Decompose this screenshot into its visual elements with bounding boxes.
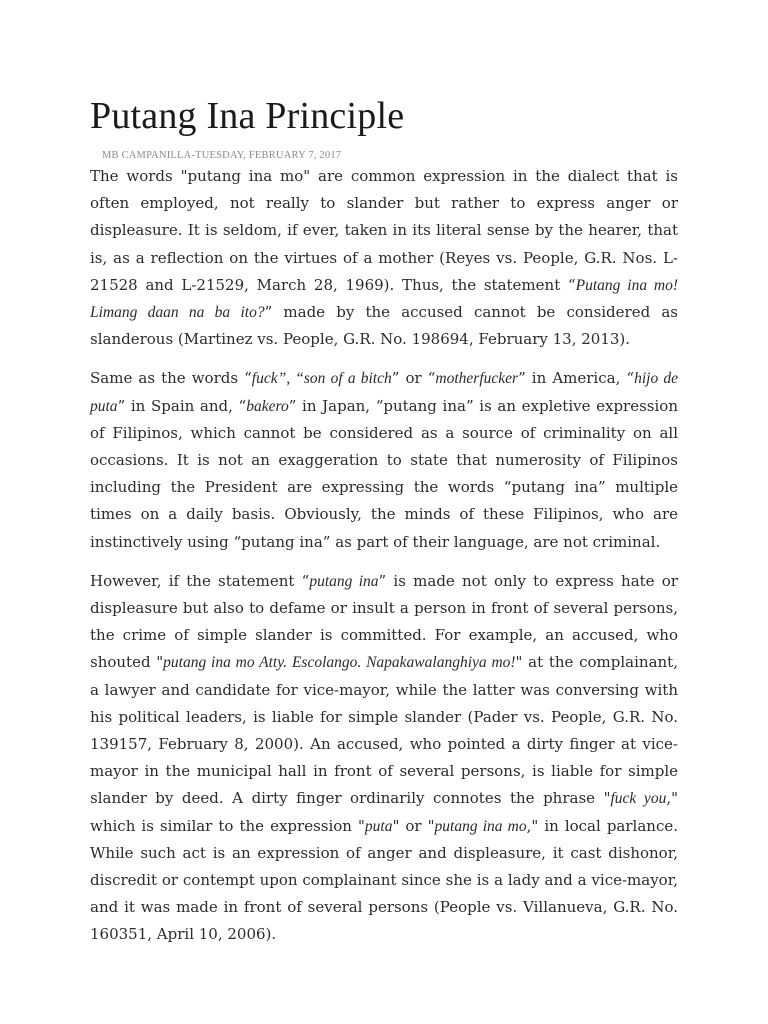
paragraph-3-italic-5: putang ina mo	[434, 817, 527, 835]
paragraph-1-text-1: The words "putang ina mo" are common expression in the dialect that is often employed, not really to slander but rather to express anger or displeasure. It is seldom, if ever, taken in its literal sense by the hearer, that is, as a reflection on the virtues of a mother (Reyes vs. People, G.R. Nos. L-21528 and L-21529, March 28, 1969). Thus, the statement “	[90, 167, 678, 294]
paragraph-3-italic-1: putang ina	[309, 572, 379, 590]
paragraph-2-text-1: Same as the words “	[90, 369, 252, 388]
paragraph-3-italic-2: putang ina mo Atty. Escolango. Napakawalanghiya mo!	[163, 654, 516, 672]
paragraph-2-text-4: ” in Spain and, “	[117, 396, 247, 415]
article	[90, 92, 678, 949]
paragraph-2-italic-4: bakero	[246, 397, 289, 415]
paragraph-1	[90, 163, 678, 353]
paragraph-2-italic-2: motherfucker	[435, 370, 519, 388]
paragraph-3-text-4: ," which is similar to the expression "	[90, 789, 678, 835]
paragraph-2-text-5: ” in Japan, “putang ina” is an expletive expression of Filipinos, which cannot be considered as a source of criminality on all occasions. It is not an exaggeration to state that numerosity of Filipinos including the President are expressing the words “putang ina” multiple times on a daily basis. Obviously, the minds of these Filipinos, who are instinctively using “putang ina” as part of their language, are not criminal.	[90, 396, 678, 551]
paragraph-2-italic-3: hijo de puta	[90, 370, 678, 415]
article-byline: MB CAMPANILLA-TUESDAY, FEBRUARY 7, 2017	[102, 150, 342, 161]
paragraph-3-text-5: " or "	[392, 816, 435, 835]
paragraph-3	[90, 568, 678, 949]
paragraph-2-text-3: ” in America, “	[518, 369, 635, 388]
paragraph-3-text-1: However, if the statement “	[90, 571, 310, 590]
paragraph-2-italic-1: fuck”, “son of a bitch	[251, 370, 392, 388]
paragraph-3-italic-4: puta	[364, 817, 393, 835]
paragraph-1-quote: Putang ina mo! Limang daan na ba ito?	[90, 276, 679, 322]
paragraph-3-text-6: ," in local parlance. While such act is an expression of anger and displeasure, it cast dishonor, discredit or contempt upon complainant since she is a lady and a vice-mayor, and it was made in front of several persons (People vs. Villanueva, G.R. No. 160351, April 10, 2006).	[90, 816, 678, 944]
article-title: Putang Ina Principle	[90, 95, 405, 137]
paragraph-2-text-2: ” or “	[391, 369, 436, 388]
paragraph-1-text-2: ” made by the accused cannot be considered as slanderous (Martinez vs. People, G.R. No. 198694, February 13, 2013).	[90, 303, 678, 349]
paragraph-3-text-3: " at the complainant, a lawyer and candidate for vice-mayor, while the latter was conversing with his political leaders, is liable for simple slander (Pader vs. People, G.R. No. 139157, February 8, 2000). An accused, who pointed a dirty finger at vice-mayor in the municipal hall in front of several persons, is liable for simple slander by deed. A dirty finger ordinarily connotes the phrase "	[90, 653, 678, 808]
paragraph-3-italic-3: fuck you	[610, 790, 667, 808]
paragraph-3-text-2: ” is made not only to express hate or displeasure but also to defame or insult a person in front of several persons, the crime of simple slander is committed. For example, an accused, who shouted "	[90, 571, 678, 672]
paragraph-2	[90, 365, 678, 555]
